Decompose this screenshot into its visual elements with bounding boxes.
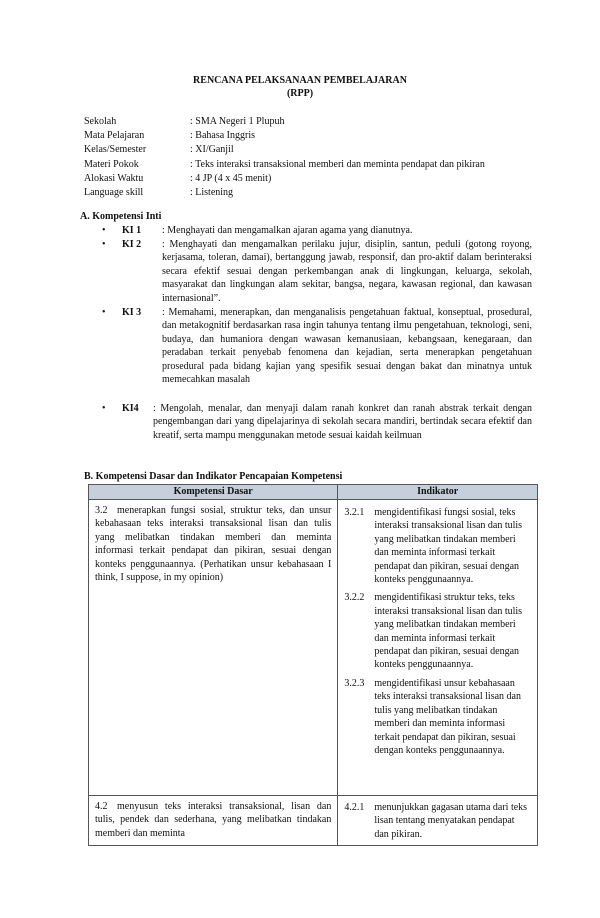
- ki-text: : Memahami, menerapkan, dan menganalisis pengetahuan faktual, konseptual, prosedural, dan metakognitif berdasarkan rasa ingin tahunya tentang ilmu pengetahuan, teknologi, seni, budaya, dan humaniora dengan wawasan kemanusiaan, kebangsaan, kenegaraan, dan peradaban terkait penyebab fenomena dan kejadian, serta menerapkan pengetahuan prosedural pada bidang kajian yang spesifik sesuai dengan bakat dan minatnya untuk memecahkan masalah: [162, 307, 532, 386]
- indicator-cell: [338, 500, 538, 796]
- bullet: •: [102, 403, 106, 414]
- indicator-item: 3.2.3 mengidentifikasi unsur kebahasaan teks interaksi transaksional lisan dan tulis yang melibatkan tindakan memberi dan meminta informasi terkait pendapat dan pikiran, sesuai dengan konteks penggunaannya.: [344, 677, 521, 756]
- section-b-heading: B. Kompetensi Dasar dan Indikator Pencapaian Kompetensi: [84, 471, 343, 482]
- kd-text: menerapkan fungsi sosial, struktur teks, dan unsur kebahasaan teks interaksi transaksional lisan dan tulis yang melibatkan tindakan memberi dan meminta informasi terkait pendapat dan pikiran, sesuai dengan konteks penggunaannya. (Perhatikan unsur kebahasaan I think, I suppose, in my opinion): [95, 505, 332, 584]
- ki-text: : Menghayati dan mengamalkan perilaku jujur, disiplin, santun, peduli (gotong royong, kerjasama, toleran, damai), bertanggung jawab, responsif, dan pro-aktif dalam berinteraksi secara efektif sesuai dengan perkembangan anak di lingkungan, keluarga, sekolah, masyarakat dan lingkungan alam sekitar, bangsa, negara, kawasan regional, dan kawasan internasional”.: [162, 239, 532, 304]
- info-row: Mata Pelajaran : Bahasa Inggris: [84, 130, 255, 142]
- info-row: Sekolah : SMA Negeri 1 Plupuh: [84, 116, 285, 127]
- info-row: Language skill : Listening: [84, 186, 234, 198]
- kd-cell: [89, 500, 338, 796]
- ki-text: : Menghayati dan mengamalkan ajaran agama yang dianutnya.: [162, 225, 413, 236]
- bullet: •: [102, 239, 106, 250]
- col-header-kd: Kompetensi Dasar: [89, 485, 338, 500]
- ki-code: KI 2: [122, 239, 142, 250]
- ki-code: KI 3: [122, 307, 142, 318]
- info-row: Kelas/Semester : XI/Ganjil: [84, 144, 234, 156]
- ki-item: [102, 402, 532, 442]
- document-title: RENCANA PELAKSANAAN PEMBELAJARAN: [193, 75, 407, 86]
- ki-item: [102, 238, 532, 305]
- competency-table: [88, 484, 538, 846]
- kd-number: 3.2: [95, 505, 108, 516]
- info-row: Materi Pokok : Teks interaksi transaksional memberi dan meminta pendapat dan pikiran: [84, 158, 485, 170]
- indicator-item: 3.2.1 mengidentifikasi fungsi sosial, teks interaksi transaksional lisan dan tulis yang melibatkan tindakan memberi dan meminta informasi terkait pendapat dan pikiran, sesuai dengan konteks penggunaannya.: [344, 507, 523, 586]
- indicator-item: 3.2.2 mengidentifikasi struktur teks, teks interaksi transaksional lisan dan tulis yang melibatkan tindakan memberi dan meminta informasi terkait pendapat dan pikiran, sesuai dengan konteks penggunaannya.: [344, 592, 523, 671]
- document-subtitle: (RPP): [286, 88, 314, 99]
- kd-number: 4.2: [95, 801, 108, 812]
- bullet: •: [102, 225, 106, 236]
- kd-cell: [89, 796, 338, 846]
- bullet: •: [102, 307, 106, 318]
- kd-text: menyusun teks interaksi transaksional, lisan dan tulis, pendek dan sederhana, yang melibatkan tindakan memberi dan meminta: [95, 801, 332, 839]
- ki-code: KI 1: [122, 225, 142, 236]
- section-a-heading: A. Kompetensi Inti: [80, 211, 162, 222]
- col-header-indikator: Indikator: [338, 485, 538, 500]
- indicator-item: 4.2.1 menunjukkan gagasan utama dari teks lisan tentang menyatakan pendapat dan pikiran.: [344, 802, 528, 840]
- ki-text: : Mengolah, menalar, dan menyaji dalam ranah konkret dan ranah abstrak terkait dengan pengembangan dari yang dipelajarinya di sekolah secara mandiri, bertindak secara efektif dan kreatif, serta mampu menggunakan metode sesuai kaidah keilmuan: [153, 403, 532, 441]
- indicator-cell: [338, 796, 538, 846]
- ki-code: KI4: [122, 403, 139, 414]
- table-row: [89, 500, 538, 796]
- table-row: [89, 796, 538, 846]
- info-block: [84, 115, 485, 200]
- table-header-row: [89, 485, 538, 500]
- ki-item: [102, 224, 532, 237]
- ki-item: [102, 306, 532, 386]
- info-row: Alokasi Waktu : 4 JP (4 x 45 menit): [84, 172, 272, 184]
